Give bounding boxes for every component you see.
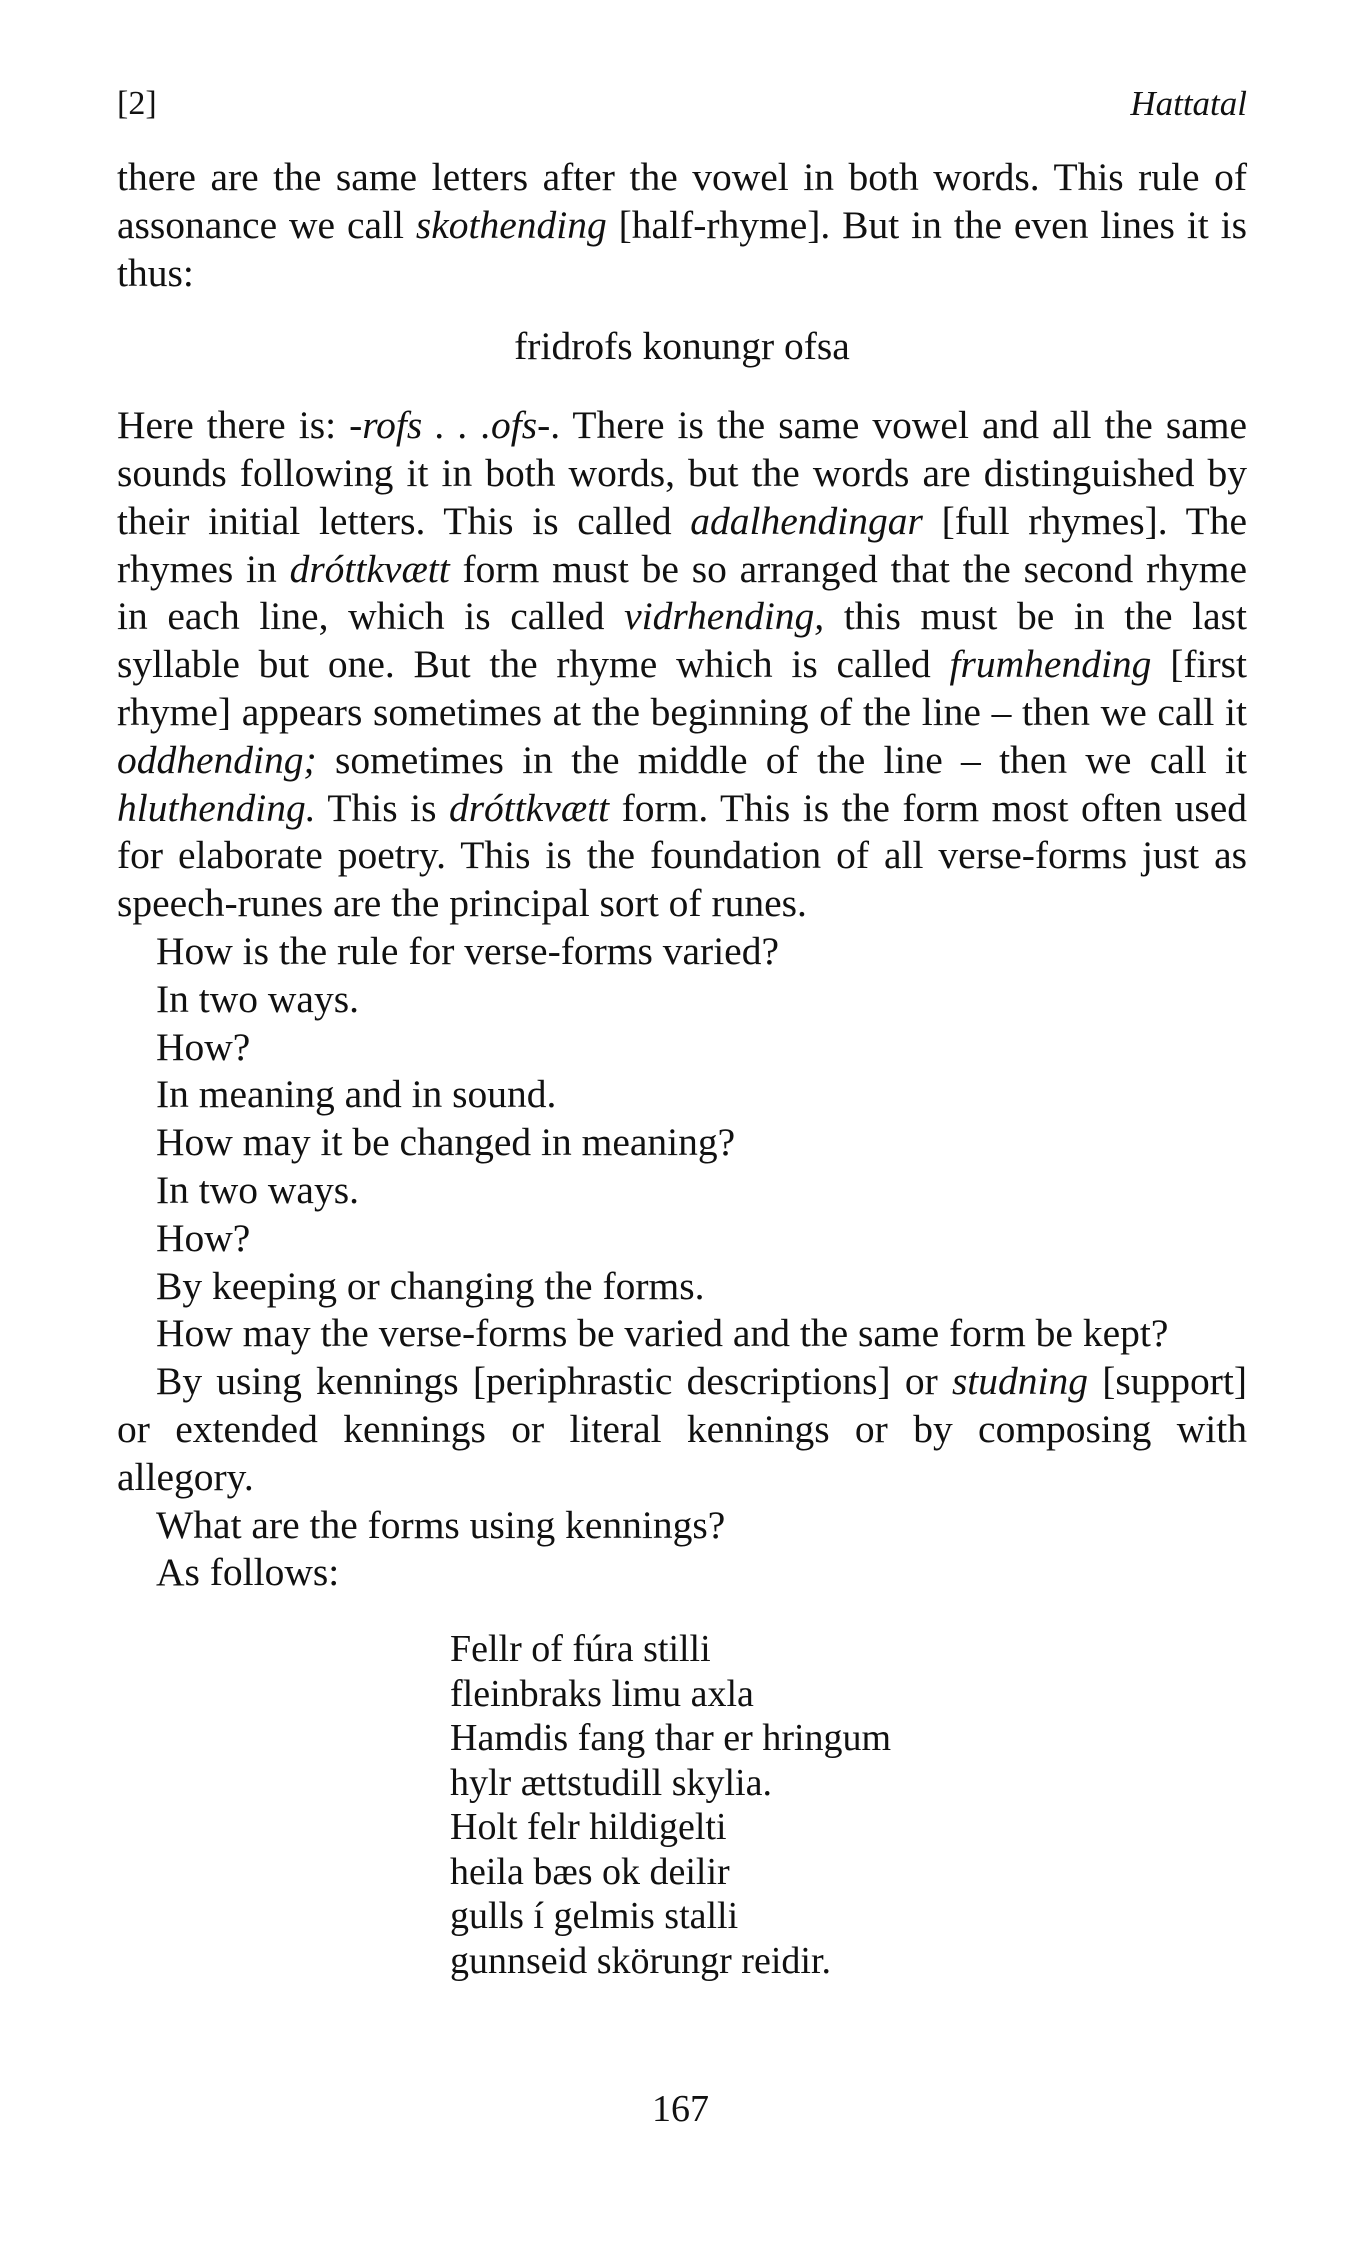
text-run: form. This is the form most often used for elaborate poetry. This is the foundation of all verse-forms just as speech-runes are the principal sort of runes. xyxy=(117,785,1248,926)
verse-line: heila bæs ok deilir xyxy=(450,1850,730,1893)
verse-stanza xyxy=(450,1627,1247,1983)
dialogue-question: What are the forms using kennings? xyxy=(156,1502,726,1547)
dialogue-question: How? xyxy=(156,1024,251,1069)
term-drottkvaett: dróttkvætt xyxy=(289,546,450,591)
dialogue-answer: In two ways. xyxy=(156,1167,359,1212)
dialogue-question: How may the verse-forms be varied and the same form be kept? xyxy=(156,1311,1169,1356)
paragraph-skothending xyxy=(117,154,1247,297)
running-title: Hattatal xyxy=(1130,84,1247,123)
paragraph-adalhending xyxy=(117,402,1247,928)
text-run: sometimes in the middle of the line – then we call it xyxy=(316,737,1247,782)
dialogue-answer: In meaning and in sound. xyxy=(156,1072,557,1117)
text-run: . There is the same vowel and all the same sounds following it in both words, but the words are distinguished by their initial letters. This is called xyxy=(117,403,1247,543)
text-run: [first rhyme] appears sometimes at the beginning of the line – then we call it xyxy=(117,642,1247,734)
book-page xyxy=(117,80,1247,1983)
page-number: 167 xyxy=(652,2088,709,2130)
term-vidrhending: vidrhending, xyxy=(624,594,825,639)
folio-marker: [2] xyxy=(117,85,157,122)
term-frumhending: frumhending xyxy=(949,642,1152,687)
text-run: [half-rhyme]. But in the even lines it is thus: xyxy=(117,202,1247,295)
dialogue-answer xyxy=(117,1358,1247,1501)
text-run: there are the same letters after the vowel in both words. This rule of assonance we call xyxy=(117,155,1247,247)
text-run: Here there is: xyxy=(117,403,350,448)
verse-line: hylr ættstudill skylia. xyxy=(450,1761,772,1804)
verse-line: fleinbraks limu axla xyxy=(450,1672,754,1715)
term-studning: studning xyxy=(951,1359,1089,1404)
dialogue-answer: In two ways. xyxy=(156,976,359,1021)
text-run: form must be so arranged that the second rhyme in each line, which is called xyxy=(117,546,1247,639)
verse-line: gunnseid skörungr reidir. xyxy=(450,1939,832,1982)
term-skothending: skothending xyxy=(415,202,607,247)
verse-line: gulls í gelmis stalli xyxy=(450,1895,739,1938)
term-drottkvaett: dróttkvætt xyxy=(448,785,610,830)
running-head xyxy=(117,80,1247,140)
verse-line: Holt felr hildigelti xyxy=(450,1806,727,1849)
text-run: This is xyxy=(315,785,449,830)
verse-line: Hamdis fang thar er hringum xyxy=(450,1717,892,1760)
text-run: this must be in the last syllable but one. But the rhyme which is called xyxy=(117,594,1247,687)
text-run: [full rhymes]. The rhymes in xyxy=(117,498,1248,591)
dialogue-answer: As follows: xyxy=(156,1550,340,1595)
dialogue-section xyxy=(117,928,1247,1597)
dialogue-question: How? xyxy=(156,1215,251,1260)
term-hluthending: hluthending. xyxy=(117,785,316,830)
dialogue-question: How may it be changed in meaning? xyxy=(156,1120,736,1165)
example-line: fridrofs konungr ofsa xyxy=(514,324,850,369)
dialogue-answer: By keeping or changing the forms. xyxy=(156,1263,705,1308)
term-adalhendingar: adalhendingar xyxy=(690,498,923,543)
verse-line: Fellr of fúra stilli xyxy=(450,1628,711,1671)
dialogue-question: How is the rule for verse-forms varied? xyxy=(156,928,779,973)
term-oddhending: oddhending; xyxy=(117,737,317,782)
text-run: By using kennings [periphrastic descriptions] or xyxy=(156,1359,952,1404)
text-run: [support] or extended kennings or literal kennings or by composing with allegory. xyxy=(117,1359,1247,1499)
term-rofs-ofs: -rofs . . .ofs- xyxy=(349,403,551,448)
